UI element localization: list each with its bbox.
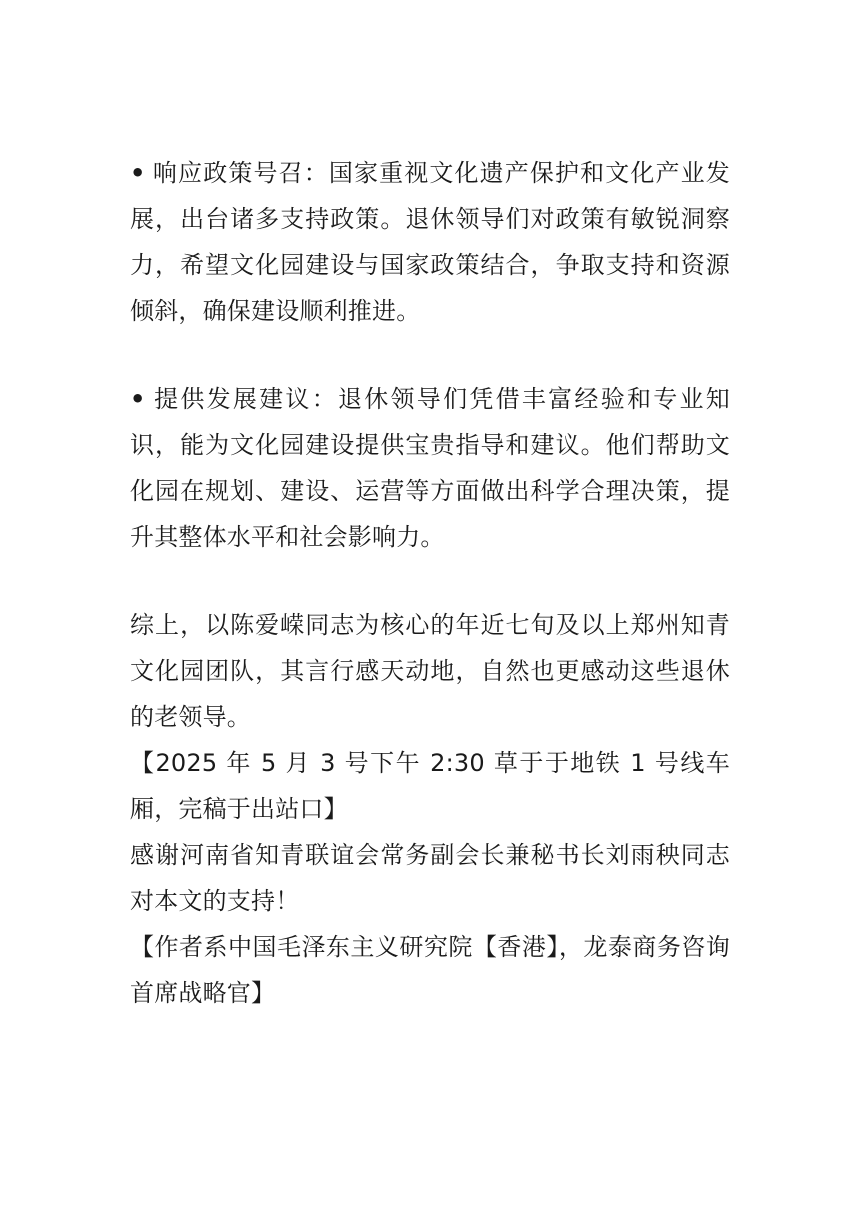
summary-paragraph: 综上，以陈爱嵘同志为核心的年近七旬及以上郑州知青文化园团队，其言行感天动地，自然也更感动这些退休的老领导。 <box>130 611 730 731</box>
bullet-marker: • <box>130 385 146 413</box>
bullet-item-policy <box>130 150 730 334</box>
author-paragraph: 【作者系中国毛泽东主义研究院【香港】，龙泰商务咨询首席战略官】 <box>130 933 730 1007</box>
bullet-text-policy: 响应政策号召：国家重视文化遗产保护和文化产业发展，出台诸多支持政策。退休领导们对政策有敏锐洞察力，希望文化园建设与国家政策结合，争取支持和资源倾斜，确保建设顺利推进。 <box>130 159 730 325</box>
dateline-paragraph: 【2025 年 5 月 3 号下午 2:30 草于于地铁 1 号线车厢，完稿于出站口】 <box>130 749 730 823</box>
paragraph-gap <box>130 334 730 376</box>
bullet-text-advice: 提供发展建议：退休领导们凭借丰富经验和专业知识，能为文化园建设提供宝贵指导和建议。他们帮助文化园在规划、建设、运营等方面做出科学合理决策，提升其整体水平和社会影响力。 <box>130 385 730 551</box>
bullet-item-advice <box>130 376 730 560</box>
bullet-marker: • <box>130 159 146 187</box>
thanks-paragraph: 感谢河南省知青联谊会常务副会长兼秘书长刘雨秧同志对本文的支持！ <box>130 841 730 915</box>
document-body <box>130 150 730 1016</box>
paragraph-gap <box>130 560 730 602</box>
